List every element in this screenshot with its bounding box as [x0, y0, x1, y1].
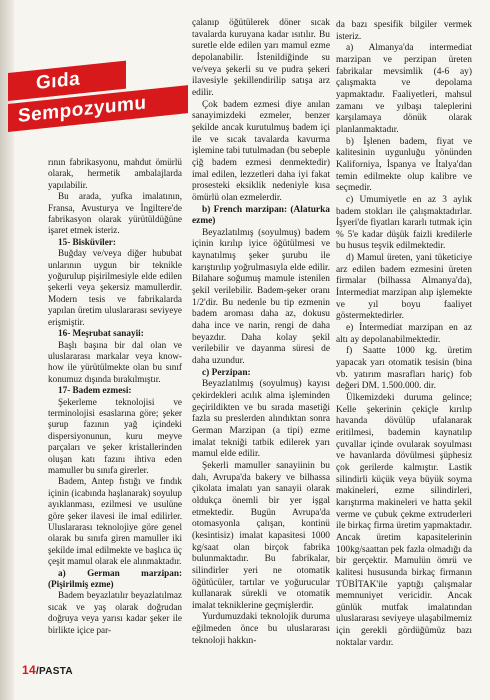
paragraph: Yurdumuzdaki teknolojik duruma eğilmeden önce bu uluslararası teknoloji hakkın-: [192, 612, 330, 646]
paragraph: Buğday ve/veya diğer hububat unlarının uygun bir teknikle yoğurulup pişirilmesiyle elde edilen şekerli veya şekersiz mamullerdir. Modern tesis ve fabrikalarda yapılan üretim uluslararası seviyeye erişmiştir.: [48, 248, 182, 327]
section-heading: 15- Bisküviler:: [58, 236, 116, 247]
section-heading: c) Perzipan:: [202, 367, 251, 378]
page-number: 14: [22, 663, 36, 677]
paragraph: Şekerli mamuller sanayiinin bu dalı, Avrupa'da bakery ve bilhassa çikolata imalatı yan sanayii olarak oldukça önemli bir yer işgal etmektedir. Bugün Avrupa'da otomasyonla çalışan, kontinü (kesintisiz) imalat kapasitesi 1000 kg/saat olan birçok fabrika bulunmaktadır. Bu fabrikalar, silindirler yeri ne otomatik öğütücüler, tartılar ve yoğurucular kullanarak sürekli ve otomatik imalat tekniklerine geçmişlerdir.: [192, 460, 330, 611]
section-heading: 16- Meşrubat sanayii:: [58, 328, 144, 339]
paragraph: Çok badem ezmesi diye anılan sanayimizdeki ezmeler, benzer şekilde ancak kurutulmuş badem içi ile ve sıcak tavalarda kavurma işlemine tabi tutulmadan (bu sebeple çiğ badem ezmesi denmektedir) imal edilen, lezzetleri daha iyi fakat prosesteki eksiklik nedeniyle kısa ömürlü olan ezmelerdir.: [192, 99, 330, 203]
section-heading: a) German marzipan: (Pişirilmiş ezme): [48, 567, 182, 590]
paragraph: Beyazlatılmış (soyulmuş) badem içinin kırılıp iyice öğütülmesi ve kaynatılmış şeker şurubu ile karıştırılıp yoğrulmasıyla elde edilir. Bilahare soğumuş mamule istenilen şekil verilebilir. Badem-şeker oranı 1/2'dir. Bu nedenle bu tip ezmenin badem aroması daha az, dokusu daha ince ve narin, rengi de daha beyazdır. Daha kolay şekil verilebilir ve dayanma süresi de daha uzundur.: [192, 227, 330, 367]
paragraph: b) İşlenen badem, fiyat ve kalitesinin uygunluğu yönünden Kaliforniya, İspanya ve İtalya'dan temin edilmekte olup kalibre ve seçmedir.: [336, 136, 472, 194]
paragraph: Başlı başına bir dal olan ve uluslararası markalar veya know-how ile yürütülmekte olan bu sınıf konumuz dışında bırakılmıştır.: [48, 339, 182, 384]
paragraph: Şekerleme teknolojisi ve terminolojisi esaslarına göre; şeker şurup fazının yağ içindeki dispersiyonunun, kuru meyve parçaları ve şeker kristallerinden oluşan katı fazını ihtiva eden mamuller bu sınıfa girerler.: [48, 396, 182, 475]
page-footer: [22, 663, 73, 677]
banner-title-line1: Gıda: [36, 68, 81, 95]
paragraph: da bazı spesifik bilgiler vermek isteriz.: [336, 20, 472, 42]
section-heading: 17- Badem ezmesi:: [58, 385, 132, 396]
paragraph: çalanıp öğütülerek döner sıcak tavalarda kuruyana kadar ısıtılır. Bu suretle elde edilen yarı mamul ezme depolanabilir. İstenildiğinde su ve/veya şekerli su ve pudra şekeri ilavesiyle şekillendirilip satışa arz edilir.: [192, 18, 330, 98]
paragraph: Bu arada, yufka imalatının, Fransa, Avusturya ve İngiltere'de fabrikasyon olarak yürütüldüğüne işaret etmek isteriz.: [48, 191, 182, 236]
article-column-2: [192, 18, 330, 647]
banner-title-line2: Sempozyumu: [18, 92, 147, 127]
paragraph: e) İntermediat marzipan en az altı ay depolanabilmektedir.: [336, 323, 472, 345]
paragraph: Badem, Antep fıstığı ve fındık içinin (icabında haşlanarak) soyulup ayıklanması, ezilmesi ve usulüne göre şeker ilavesi ile imal edilirler. Uluslararası teknolojiye göre genel olarak bu sınıfa giren mamuller iki şekilde imal edilmekte ve başlıca üç çeşit mamul olarak ele alınmaktadır.: [48, 476, 182, 567]
paragraph: a) Almanya'da intermediat marzipan ve perzipan üreten fabrikalar mevsimlik (4-6 ay) çalışmakta ve depolama yapmaktadır. Faaliyetleri, mahsul zamanı ve yılbaşı taleplerini karşılamaya dönük olarak planlanmaktadır.: [336, 43, 472, 135]
section-heading: b) French marzipan: (Alaturka ezme): [192, 204, 330, 227]
paragraph: d) Mamul üreten, yani tüketiciye arz edilen badem ezmesini üreten firmalar (bilhassa Almanya'da), İntermediat marzipan alıp işlemekte ve yıl boyu faaliyet göstermektedirler.: [336, 253, 472, 322]
article-column-1: [48, 157, 182, 636]
paragraph: Beyazlatılmış (soyulmuş) kayısı çekirdekleri acılık alma işleminden geçirildikten ve bu sırada masetiği fazla su preslerden alındıktan sonra German Marzipan (a tipi) ezme imalat tekniği tatbik edilerek yarı mamul elde edilir.: [192, 379, 330, 460]
paragraph: c) Umumiyetle en az 3 aylık badem stokları ile çalışmaktadırlar. İşyeri'de fiyatları kararlı tutmak için % 5'e kadar düşük faizli kredilerle bu husus teşvik edilmektedir.: [336, 194, 472, 252]
magazine-name: /PASTA: [35, 666, 73, 677]
paragraph: f) Saatte 1000 kg. üretim yapacak yarı otomatik tesisin (bina vb. yatırım masrafları hariç) fob değeri DM. 1.500.000. dir.: [336, 346, 472, 392]
article-column-3: [336, 20, 472, 649]
paragraph: Badem beyazlatılır beyazlatılmaz sıcak ve yaş olarak doğrudan doğruya veya yarısı kadar şeker ile birlikte içice par-: [48, 590, 182, 635]
paragraph: rının fabrikasyonu, mahdut ömürlü olarak, hermetik ambalajlarda yapılabilir.: [48, 157, 182, 190]
paragraph: Ülkemizdeki duruma gelince; Kelle şekerinin çekiçle kırılıp havanda dövülüp ufalanarak eritilmesi, bademin kaynatılıp çuvallar içinde ovularak soyulması ve havanlarda dövülmesi şüphesiz çok gerilerde kalmıştır. Lastik silindirli küçük veya büyük soyma makineleri, ezme silindirleri, karıştırma makineleri ve hatta şekil verme ve çubuk çekme extruderleri ile birkaç firma üretim yapmaktadır. Ancak üretim kapasitelerinin 100kg/saattan pek fazla olmadığı da bir gerçektir. Mamulün ömrü ve kalitesi hususunda birkaç firmanın TÜBİTAK'ile yaptığı çalışmalar memnuniyet vericidir. Ancak günlük mutfak imalatından uluslararası seviyeye ulaşabilmemiz için gerekli gördüğümüz bazı noktalar vardır.: [336, 393, 472, 648]
